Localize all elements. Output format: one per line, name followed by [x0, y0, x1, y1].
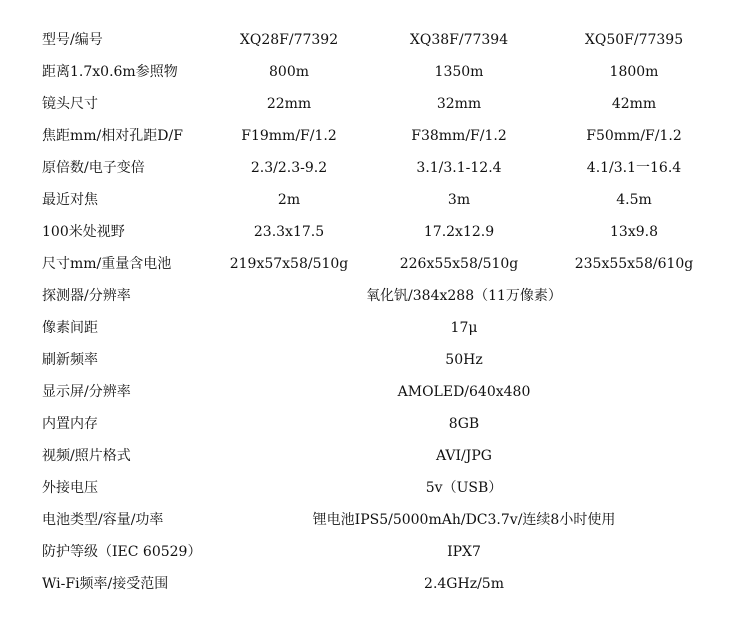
- cell-value: 23.3x17.5: [253, 224, 325, 240]
- row-label: 电池类型/容量/功率: [42, 512, 164, 528]
- cell-value: 2.3/2.3-9.2: [250, 160, 328, 176]
- cell-value: 4.5m: [616, 192, 652, 208]
- table-row: [34, 280, 724, 312]
- row-label: Wi-Fi频率/接受范围: [42, 576, 169, 592]
- row-label: 距离1.7x0.6m参照物: [42, 64, 178, 80]
- row-label: 视频/照片格式: [42, 448, 131, 464]
- cell-value: IPX7: [447, 544, 481, 560]
- table-row: [34, 376, 724, 408]
- cell-value: 17.2x12.9: [423, 224, 495, 240]
- model-name: XQ28F/77392: [239, 32, 339, 48]
- row-label: 刷新频率: [42, 352, 98, 368]
- cell-value: 3.1/3.1-12.4: [416, 160, 502, 176]
- model-name: XQ38F/77394: [409, 32, 509, 48]
- row-label: 内置内存: [42, 416, 98, 432]
- row-label: 100米处视野: [42, 224, 125, 240]
- cell-value: 4.1/3.1一16.4: [586, 160, 682, 176]
- table-row: [34, 248, 724, 280]
- cell-value: 13x9.8: [610, 224, 658, 240]
- cell-value: 1350m: [434, 64, 484, 80]
- row-label: 焦距mm/相对孔距D/F: [42, 128, 183, 144]
- cell-value: 1800m: [609, 64, 659, 80]
- cell-value: 2.4GHz/5m: [424, 576, 504, 592]
- row-label: 像素间距: [42, 320, 98, 336]
- table-row: [34, 88, 724, 120]
- spec-table: [34, 24, 724, 600]
- cell-value: 17μ: [450, 320, 478, 336]
- cell-value: F38mm/F/1.2: [411, 128, 507, 144]
- cell-value: 3m: [447, 192, 471, 208]
- table-row: [34, 568, 724, 600]
- row-label: 外接电压: [42, 480, 98, 496]
- row-label: 最近对焦: [42, 192, 98, 208]
- row-label: 显示屏/分辨率: [42, 384, 131, 400]
- cell-value: 2m: [277, 192, 301, 208]
- cell-value: AVI/JPG: [436, 448, 492, 464]
- table-row: [34, 408, 724, 440]
- cell-value: 235x55x58/610g: [574, 256, 694, 272]
- table-row: [34, 312, 724, 344]
- cell-value: 氧化钒/384x288（11万像素）: [366, 288, 562, 304]
- table-row: [34, 56, 724, 88]
- cell-value: 800m: [269, 64, 309, 80]
- cell-value: AMOLED/640x480: [397, 384, 531, 400]
- row-label: 原倍数/电子变倍: [42, 160, 145, 176]
- cell-value: 22mm: [266, 96, 312, 112]
- model-name: XQ50F/77395: [584, 32, 684, 48]
- cell-value: 8GB: [448, 416, 480, 432]
- table-row: [34, 120, 724, 152]
- table-row: [34, 472, 724, 504]
- row-label: 尺寸mm/重量含电池: [42, 256, 172, 272]
- cell-value: 42mm: [611, 96, 657, 112]
- table-row: [34, 216, 724, 248]
- cell-value: F50mm/F/1.2: [586, 128, 682, 144]
- table-row: [34, 504, 724, 536]
- row-label: 型号/编号: [42, 32, 103, 48]
- cell-value: 5v（USB）: [425, 480, 503, 496]
- cell-value: 锂电池IPS5/5000mAh/DC3.7v/连续8小时使用: [312, 512, 616, 528]
- table-row-header: [34, 24, 724, 56]
- cell-value: F19mm/F/1.2: [241, 128, 337, 144]
- cell-value: 226x55x58/510g: [399, 256, 519, 272]
- cell-value: 50Hz: [445, 352, 483, 368]
- row-label: 防护等级（IEC 60529）: [42, 544, 202, 560]
- table-row: [34, 152, 724, 184]
- table-row: [34, 344, 724, 376]
- cell-value: 219x57x58/510g: [229, 256, 349, 272]
- table-row: [34, 440, 724, 472]
- table-row: [34, 536, 724, 568]
- table-row: [34, 184, 724, 216]
- row-label: 探测器/分辨率: [42, 288, 131, 304]
- row-label: 镜头尺寸: [42, 96, 98, 112]
- cell-value: 32mm: [436, 96, 482, 112]
